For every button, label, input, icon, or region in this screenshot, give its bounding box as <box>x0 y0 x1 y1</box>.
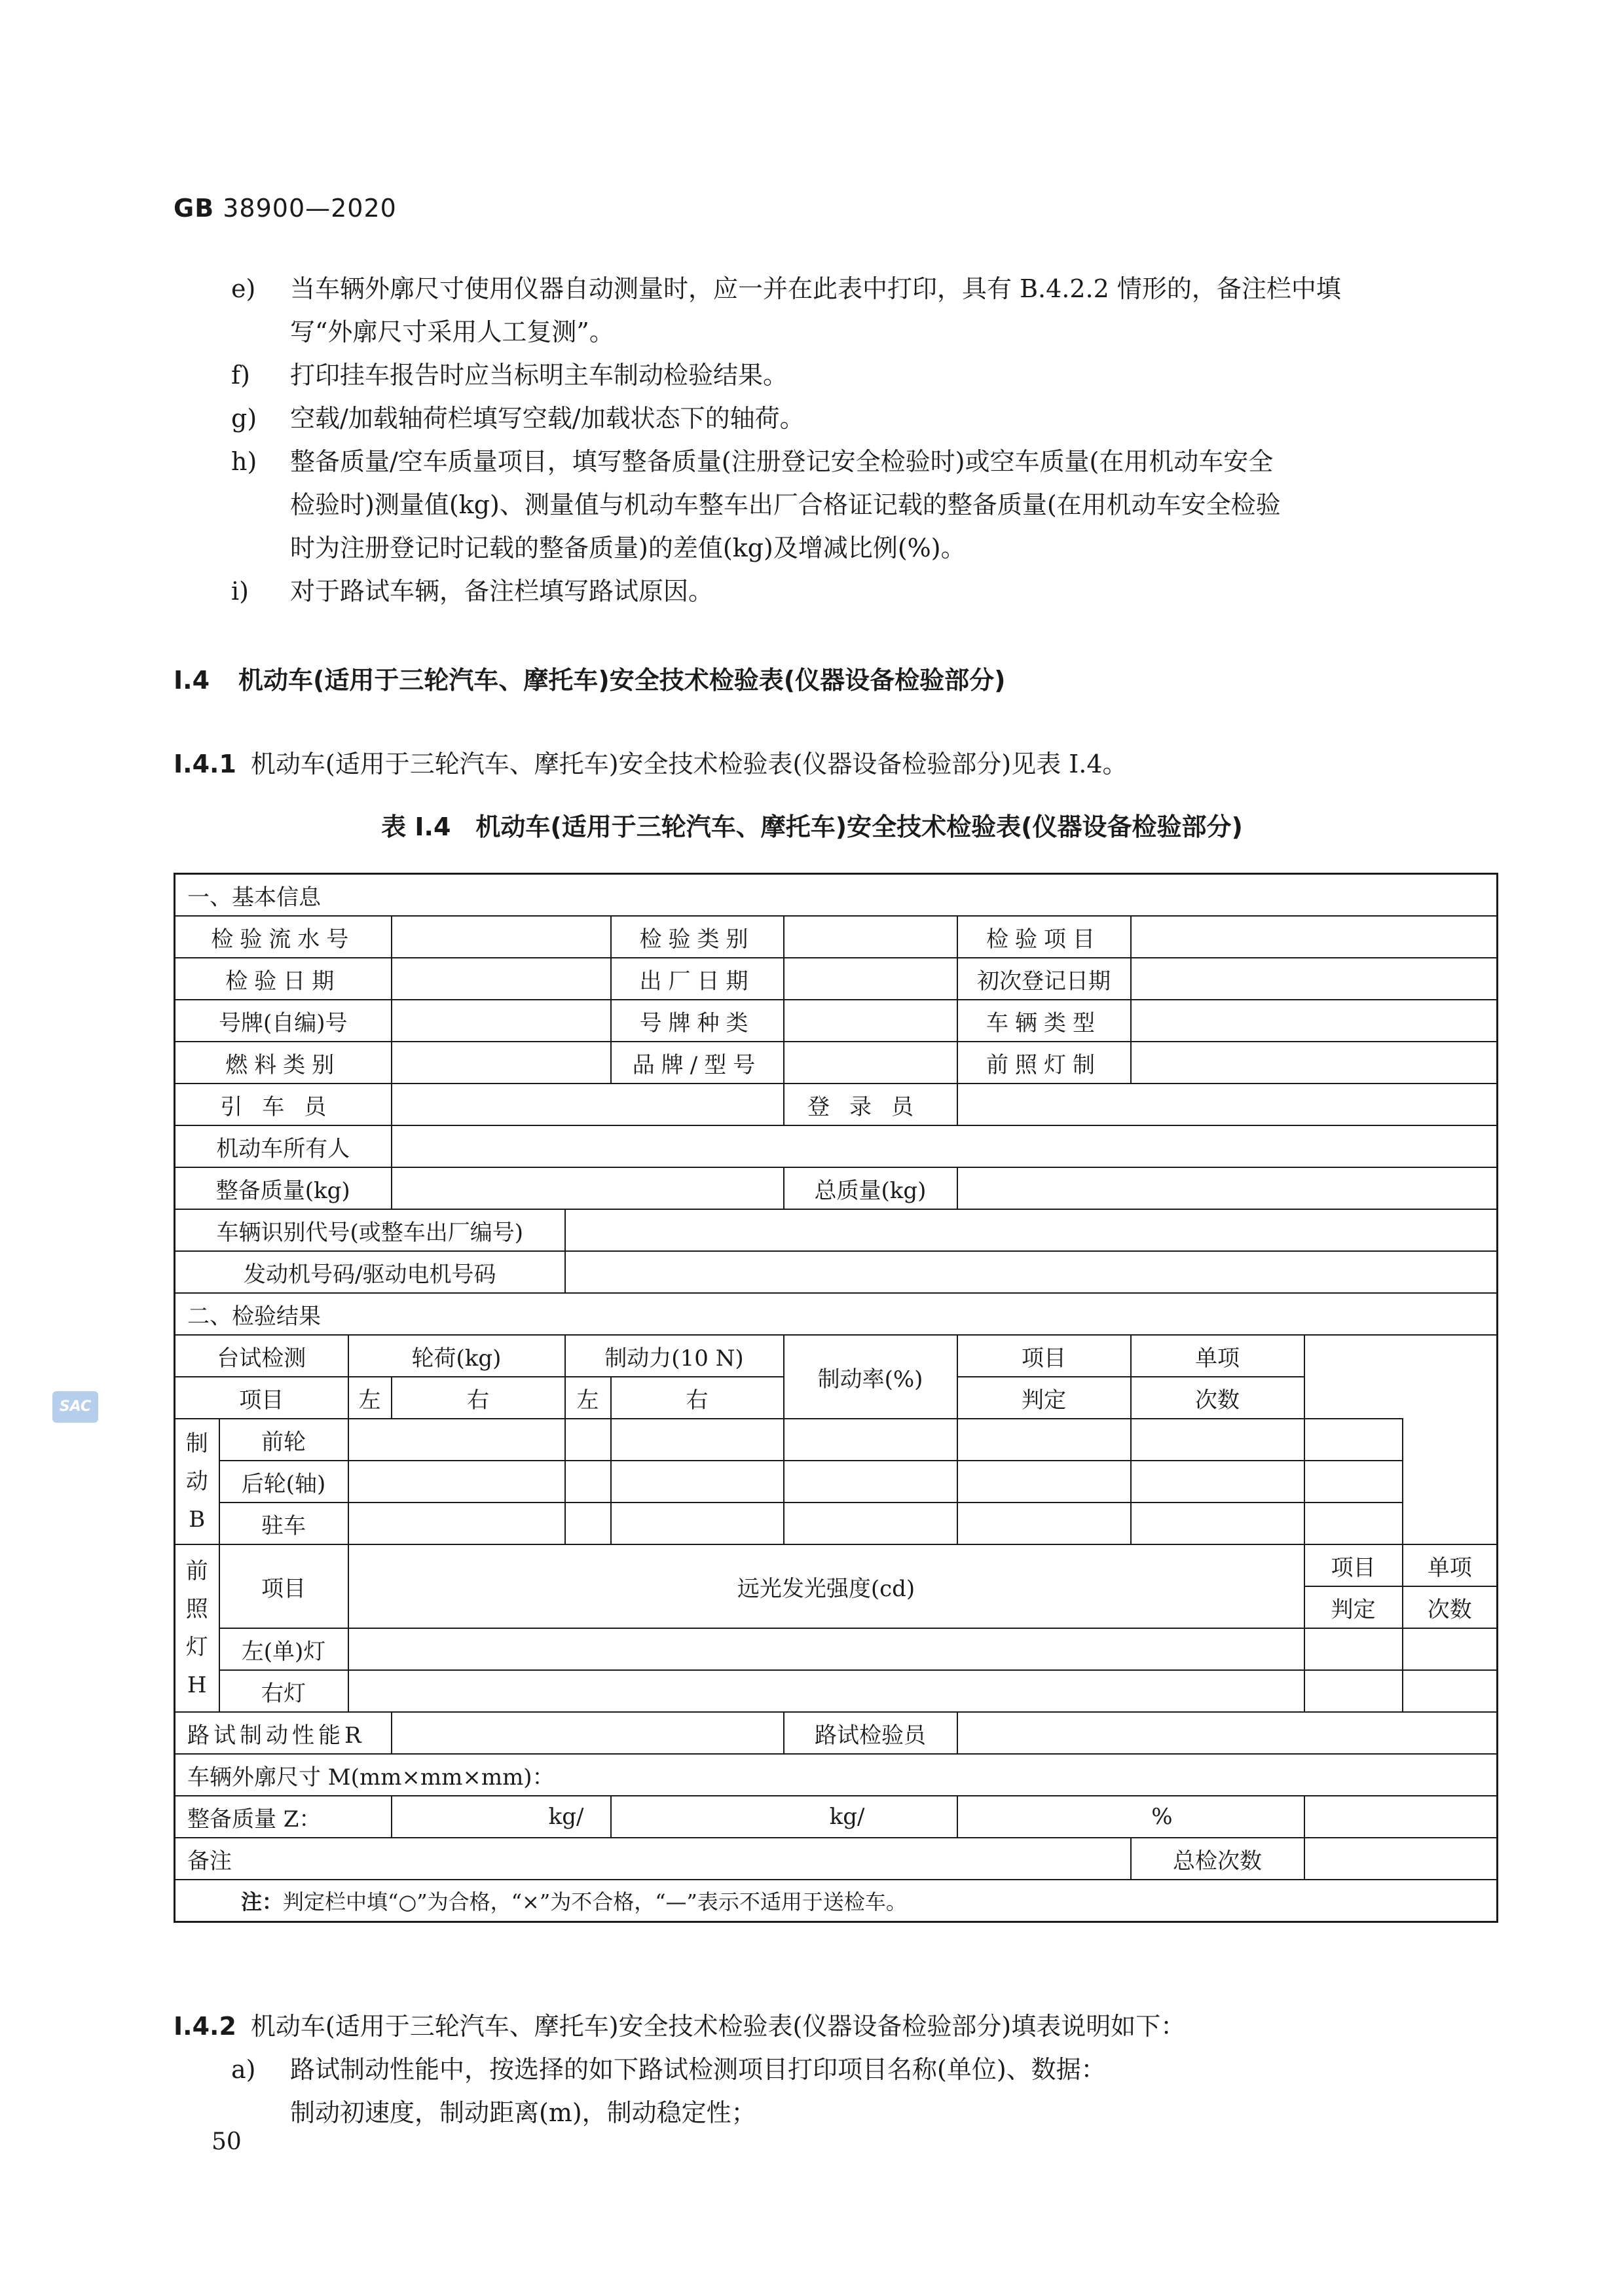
label-item-judge-2: 判定 <box>957 1377 1131 1419</box>
cell-park-count[interactable] <box>1304 1503 1403 1544</box>
cell-park-axle-left[interactable] <box>348 1503 565 1544</box>
label-curb-mass-z: 整备质量 Z： <box>175 1796 392 1838</box>
cell-park-force-right[interactable] <box>784 1503 957 1544</box>
list-item-a: a) 路试制动性能中，按选择的如下路试检测项目打印项目名称(单位)、数据： <box>231 2055 1106 2084</box>
note-text: 判定栏中填“○”为合格，“×”为不合格，“—”表示不适用于送检车。 <box>283 1889 907 1914</box>
label-road-inspector: 路试检验员 <box>784 1712 957 1754</box>
label-driver: 引车员 <box>175 1084 392 1125</box>
value-driver[interactable] <box>392 1084 784 1125</box>
cell-front-rate[interactable] <box>957 1419 1131 1461</box>
value-plate-no[interactable] <box>392 1000 611 1042</box>
value-recorder[interactable] <box>957 1084 1498 1125</box>
table-note <box>175 1880 1498 1922</box>
label-plate-type: 号牌种类 <box>611 1000 784 1042</box>
cell-park-axle-right[interactable] <box>565 1503 611 1544</box>
label-braking-force: 制动力(10 N) <box>565 1335 784 1377</box>
section-heading: I.4 机动车(适用于三轮汽车、摩托车)安全技术检验表(仪器设备检验部分) <box>174 666 1006 695</box>
value-total-count[interactable] <box>1304 1838 1498 1880</box>
label-headlight-item: 项目 <box>219 1544 348 1628</box>
unit-percent: % <box>957 1796 1304 1838</box>
label-factory-date: 出厂日期 <box>611 958 784 1000</box>
cell-left-light-value[interactable] <box>348 1628 1304 1670</box>
value-inspection-type[interactable] <box>784 916 957 958</box>
label-serial-no: 检验流水号 <box>175 916 392 958</box>
label-bench-test: 台试检测 <box>175 1335 348 1377</box>
value-curb-mass[interactable] <box>392 1167 784 1209</box>
value-factory-date[interactable] <box>784 958 957 1000</box>
label-owner: 机动车所有人 <box>175 1125 392 1167</box>
label-inspection-items: 检验项目 <box>957 916 1131 958</box>
cell-rear-judge[interactable] <box>1131 1461 1304 1503</box>
cell-right-light-count[interactable] <box>1403 1670 1498 1712</box>
cell-park-rate[interactable] <box>957 1503 1131 1544</box>
label-engine-no: 发动机号码/驱动电机号码 <box>175 1251 565 1293</box>
label-hl-judge-1: 项目 <box>1304 1544 1403 1586</box>
label-curb-mass: 整备质量(kg) <box>175 1167 392 1209</box>
label-plate-no: 号牌(自编)号 <box>175 1000 392 1042</box>
label-recorder: 登录员 <box>784 1084 957 1125</box>
cell-left-light-judge[interactable] <box>1304 1628 1403 1670</box>
cell-rear-axle-left[interactable] <box>348 1461 565 1503</box>
label-parking: 驻车 <box>219 1503 348 1544</box>
list-item-h-cont1: 检验时)测量值(kg)、测量值与机动车整车出厂合格证记载的整备质量(在用机动车安全检验 <box>290 490 1281 519</box>
label-item: 项目 <box>175 1377 348 1419</box>
value-engine-no[interactable] <box>565 1251 1498 1293</box>
inspection-table <box>174 873 1498 1923</box>
unit-kg-1: kg/ <box>392 1796 611 1838</box>
value-owner[interactable] <box>392 1125 1498 1167</box>
list-item-h-cont2: 时为注册登记时记载的整备质量)的差值(kg)及增减比例(%)。 <box>290 534 966 562</box>
page-number: 50 <box>212 2128 242 2155</box>
list-item-e-cont: 写“外廓尺寸采用人工复测”。 <box>290 318 614 346</box>
cell-front-force-right[interactable] <box>784 1419 957 1461</box>
cell-front-axle-right[interactable] <box>565 1419 611 1461</box>
label-total-count: 总检次数 <box>1131 1838 1304 1880</box>
label-brand-model: 品牌/型号 <box>611 1042 784 1084</box>
cell-park-judge[interactable] <box>1131 1503 1304 1544</box>
value-inspection-items[interactable] <box>1131 916 1498 958</box>
sac-watermark-logo: SAC <box>52 1391 98 1423</box>
cell-front-judge[interactable] <box>1131 1419 1304 1461</box>
label-remarks: 备注 <box>175 1838 1131 1880</box>
list-item-i: i) 对于路试车辆，备注栏填写路试原因。 <box>231 577 714 606</box>
label-force-left: 左 <box>565 1377 611 1419</box>
list-item-f: f) 打印挂车报告时应当标明主车制动检验结果。 <box>231 361 788 390</box>
label-road-brake: 路试制动性能R <box>175 1712 392 1754</box>
table-caption: 表 I.4 机动车(适用于三轮汽车、摩托车)安全技术检验表(仪器设备检验部分) <box>381 812 1243 841</box>
label-hl-count-2: 次数 <box>1403 1586 1498 1628</box>
label-gross-mass: 总质量(kg) <box>784 1167 957 1209</box>
label-inspection-type: 检验类别 <box>611 916 784 958</box>
label-fuel-type: 燃料类别 <box>175 1042 392 1084</box>
label-high-beam: 远光发光强度(cd) <box>348 1544 1304 1628</box>
value-road-brake[interactable] <box>392 1712 784 1754</box>
unit-kg-2: kg/ <box>611 1796 957 1838</box>
label-axle-left: 左 <box>348 1377 392 1419</box>
results-heading: 二、检验结果 <box>175 1293 1498 1335</box>
label-right-light: 右灯 <box>219 1670 348 1712</box>
label-headlight-system: 前照灯制 <box>957 1042 1131 1084</box>
label-brake-group: 制 动 B <box>175 1419 219 1544</box>
value-vehicle-type[interactable] <box>1131 1000 1498 1042</box>
basic-info-heading: 一、基本信息 <box>175 874 1498 917</box>
standard-prefix: GB <box>174 194 215 223</box>
label-dimensions: 车辆外廓尺寸 M(mm×mm×mm)： <box>175 1754 1498 1796</box>
label-hl-count-1: 单项 <box>1403 1544 1498 1586</box>
cell-rear-axle-right[interactable] <box>565 1461 611 1503</box>
value-headlight-system[interactable] <box>1131 1042 1498 1084</box>
value-fuel-type[interactable] <box>392 1042 611 1084</box>
cell-park-force-left[interactable] <box>611 1503 784 1544</box>
label-force-right: 右 <box>611 1377 784 1419</box>
standard-code-header <box>174 194 397 223</box>
cell-front-count[interactable] <box>1304 1419 1403 1461</box>
label-inspection-date: 检验日期 <box>175 958 392 1000</box>
value-serial-no[interactable] <box>392 916 611 958</box>
value-vin[interactable] <box>565 1209 1498 1251</box>
label-braking-rate: 制动率(%) <box>784 1335 957 1419</box>
label-single-count-1: 单项 <box>1131 1335 1304 1377</box>
value-gross-mass[interactable] <box>957 1167 1498 1209</box>
subsection-i42: I.4.2 机动车(适用于三轮汽车、摩托车)安全技术检验表(仪器设备检验部分)填表说明如下： <box>174 2012 1186 2041</box>
list-item-g: g) 空载/加载轴荷栏填写空载/加载状态下的轴荷。 <box>231 404 805 433</box>
label-first-reg-date: 初次登记日期 <box>957 958 1131 1000</box>
value-inspection-date[interactable] <box>392 958 611 1000</box>
cell-rear-force-right[interactable] <box>784 1461 957 1503</box>
value-first-reg-date[interactable] <box>1131 958 1498 1000</box>
cell-rear-force-left[interactable] <box>611 1461 784 1503</box>
label-vin: 车辆识别代号(或整车出厂编号) <box>175 1209 565 1251</box>
cell-right-light-judge[interactable] <box>1304 1670 1403 1712</box>
cell-right-light-value[interactable] <box>348 1670 1304 1712</box>
value-plate-type[interactable] <box>784 1000 957 1042</box>
standard-number: 38900—2020 <box>223 194 397 223</box>
cell-rear-count[interactable] <box>1304 1461 1403 1503</box>
cell-left-light-count[interactable] <box>1403 1628 1498 1670</box>
label-hl-judge-2: 判定 <box>1304 1586 1403 1628</box>
subsection-i41: I.4.1 机动车(适用于三轮汽车、摩托车)安全技术检验表(仪器设备检验部分)见表 I.4。 <box>174 750 1128 778</box>
cell-front-axle-left[interactable] <box>348 1419 565 1461</box>
label-front-wheel: 前轮 <box>219 1419 348 1461</box>
label-axle-load: 轮荷(kg) <box>348 1335 565 1377</box>
label-item-judge-1: 项目 <box>957 1335 1131 1377</box>
cell-rear-rate[interactable] <box>957 1461 1131 1503</box>
label-vehicle-type: 车辆类型 <box>957 1000 1131 1042</box>
label-single-count-2: 次数 <box>1131 1377 1304 1419</box>
label-left-light: 左(单)灯 <box>219 1628 348 1670</box>
value-brand-model[interactable] <box>784 1042 957 1084</box>
list-item-a-cont: 制动初速度，制动距离(m)，制动稳定性； <box>290 2098 756 2127</box>
label-rear-wheel: 后轮(轴) <box>219 1461 348 1503</box>
list-item-e: e) 当车辆外廓尺寸使用仪器自动测量时，应一并在此表中打印，具有 B.4.2.2 情形的，备注栏中填 <box>231 274 1341 303</box>
label-axle-right: 右 <box>392 1377 565 1419</box>
label-headlight-group: 前 照 灯 H <box>175 1544 219 1712</box>
note-label: 注： <box>241 1889 284 1914</box>
cell-front-force-left[interactable] <box>611 1419 784 1461</box>
value-road-inspector[interactable] <box>957 1712 1498 1754</box>
list-item-h: h) 整备质量/空车质量项目，填写整备质量(注册登记安全检验时)或空车质量(在用机动车安全 <box>231 447 1274 476</box>
value-curb-mass-z-extra[interactable] <box>1304 1796 1498 1838</box>
